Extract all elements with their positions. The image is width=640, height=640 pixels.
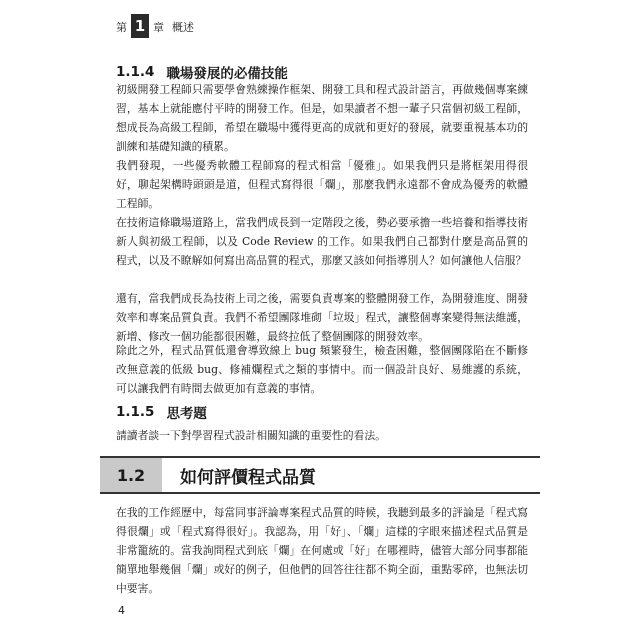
paragraph: 在技術這條職場道路上，當我們成長到一定階段之後，勢必要承擔一些培養和指導技術新人與初級工程師，以及 Code Review 的工作。如果我們自己都對什麼是高品質的程式，以及不瞭解如何寫出高品質的程式，那麼又該如何指導別人？如何讓他人信服？ — [116, 216, 528, 267]
section-heading-1-1-5 — [116, 402, 207, 422]
section-heading-1-1-4 — [116, 62, 288, 82]
section-title: 如何評價程式品質 — [180, 467, 316, 488]
section-number: 1.1.4 — [116, 64, 155, 80]
chapter-number-badge: 1 — [131, 14, 149, 38]
section-number-badge: 1.2 — [100, 458, 162, 492]
page-number: 4 — [118, 604, 125, 617]
chapter-suffix: 章 — [153, 21, 164, 34]
chapter-title: 概述 — [172, 21, 194, 34]
section-title: 職場發展的必備技能 — [166, 66, 288, 82]
section-number: 1.1.5 — [116, 404, 155, 420]
chapter-prefix: 第 — [116, 21, 127, 34]
paragraph: 還有，當我們成長為技術上司之後，需要負責專案的整體開發工作，為開發進度、開發效率和專案品質負責。我們不希望團隊堆砌「垃圾」程式，讓整個專案變得無法維護，新增、修改一個功能都很困難，最終拉低了整個團隊的開發效率。 — [116, 292, 528, 343]
section-title: 思考題 — [166, 406, 207, 422]
paragraph: 在我的工作經歷中，每當同事評論專案程式品質的時候，我聽到最多的評論是「程式寫得很爛」或「程式寫得很好」。我認為，用「好」、「爛」這樣的字眼來描述程式品質是非常籠統的。當我詢問程式到底「爛」在何處或「好」在哪裡時，儘管大部分同事都能簡單地舉幾個「爛」或好的例子，但他們的回答往往都不夠全面，重點零碎，也無法切中要害。 — [116, 506, 528, 595]
paragraph: 除此之外，程式品質低還會導致線上 bug 頻繁發生，檢查困難，整個團隊陷在不斷修改無意義的低級 bug、修補爛程式之類的事情中。而一個設計良好、易維護的系統，可以讓我們有時間去做更加有意義的事情。 — [116, 344, 528, 395]
paragraph: 我們發現，一些優秀軟體工程師寫的程式相當「優雅」。如果我們只是將框架用得很好，聊起架構時頭頭是道，但程式寫得很「爛」，那麼我們永遠都不會成為優秀的軟體工程師。 — [116, 159, 528, 210]
paragraph: 請讀者談一下對學習程式設計相關知識的重要性的看法。 — [116, 429, 386, 442]
section-banner-1-2 — [100, 456, 540, 494]
paragraph: 初級開發工程師只需要學會熟練操作框架、開發工具和程式設計語言，再做幾個專案練習，基本上就能應付平時的開發工作。但是，如果讀者不想一輩子只當個初級工程師，想成長為高級工程師，希望在職場中獲得更高的成就和更好的發展，就要重視基本功的訓練和基礎知識的積累。 — [116, 83, 528, 153]
chapter-header — [116, 14, 536, 38]
